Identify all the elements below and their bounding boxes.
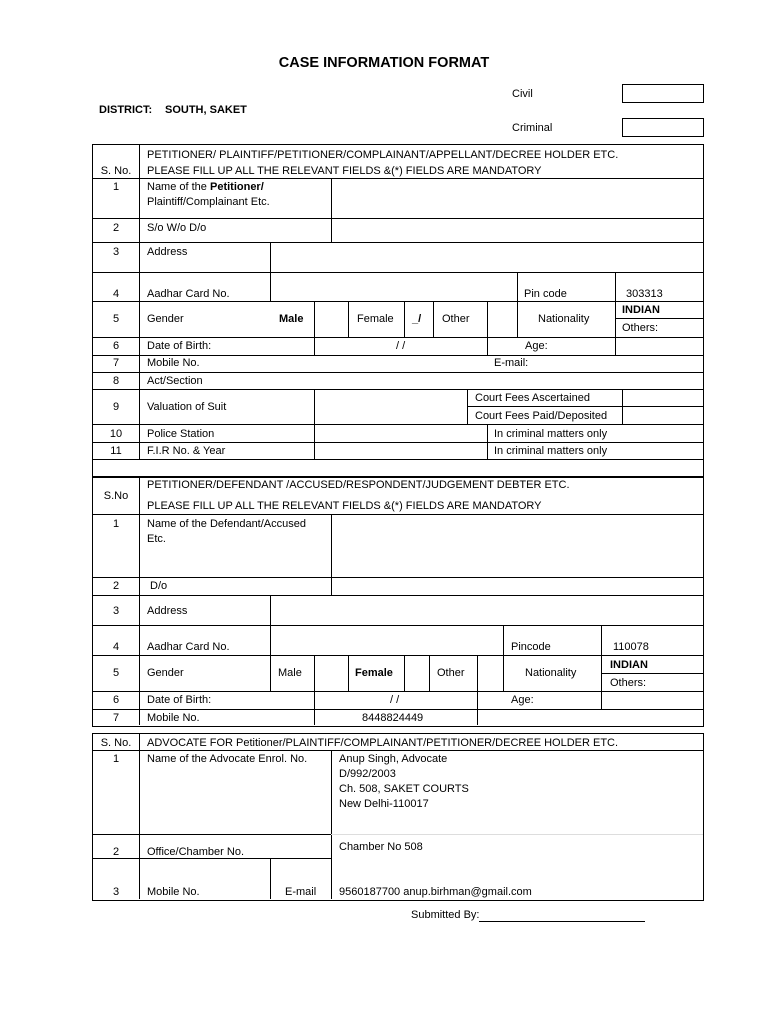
court-fees-paid-label: Court Fees Paid/Deposited	[475, 410, 608, 422]
advocate-enrol-value[interactable]: D/992/2003	[339, 768, 396, 780]
defendant-dob-field[interactable]: / /	[390, 694, 400, 706]
petitioner-parent-field[interactable]	[332, 219, 702, 242]
nationality-value[interactable]: INDIAN	[610, 659, 648, 671]
defendant-sno-header: S.No	[103, 490, 129, 502]
defendant-parent-label: D/o	[150, 580, 168, 592]
petitioner-gender-label: Gender	[147, 313, 184, 325]
nationality-others-label: Others:	[622, 322, 659, 334]
petitioner-dob-label: Date of Birth:	[147, 340, 212, 352]
defendant-name-label-cont: Etc.	[147, 533, 166, 545]
row-number: 2	[112, 580, 120, 592]
defendant-aadhar-label: Aadhar Card No.	[147, 641, 230, 653]
row-number: 6	[112, 340, 120, 352]
row-number: 7	[112, 712, 120, 724]
defendant-pin-label: Pincode	[511, 641, 551, 653]
defendant-mobile-label: Mobile No.	[147, 712, 200, 724]
criminal-note: In criminal matters only	[494, 445, 608, 457]
petitioner-police-label: Police Station	[147, 428, 215, 440]
petitioner-pin-value[interactable]: 303313	[626, 288, 663, 300]
defendant-name-field[interactable]	[332, 515, 702, 577]
advocate-heading: ADVOCATE FOR Petitioner/PLAINTIFF/COMPLAINANT/PETITIONER/DECREE HOLDER ETC.	[147, 737, 619, 749]
petitioner-name-field[interactable]	[332, 179, 702, 218]
row-number: 1	[112, 518, 120, 530]
petitioner-valuation-label: Valuation of Suit	[147, 401, 227, 413]
row-number: 6	[112, 694, 120, 706]
petitioner-address-label: Address	[147, 246, 188, 258]
advocate-chamber-value[interactable]: Chamber No 508	[339, 841, 423, 853]
submitted-by-signature-line[interactable]	[479, 910, 645, 922]
nationality-label: Nationality	[525, 667, 577, 679]
defendant-address-field[interactable]	[271, 596, 702, 625]
defendant-instruction: PLEASE FILL UP ALL THE RELEVANT FIELDS &(*) FIELDS ARE MANDATORY	[147, 500, 542, 512]
row-number: 1	[112, 753, 120, 765]
defendant-name-label: Name of the Defendant/Accused	[147, 518, 306, 530]
gender-other-checkbox[interactable]	[488, 302, 517, 337]
nationality-label: Nationality	[538, 313, 590, 325]
criminal-note: In criminal matters only	[494, 428, 608, 440]
gender-male-label: Male	[279, 313, 304, 325]
row-number: 4	[112, 288, 120, 300]
petitioner-act-label: Act/Section	[147, 375, 203, 387]
defendant-age-label: Age:	[511, 694, 534, 706]
petitioner-pin-label: Pin code	[524, 288, 567, 300]
advocate-contact-value[interactable]: 9560187700 anup.birhman@gmail.com	[339, 886, 532, 898]
gender-female-label: Female	[355, 667, 393, 679]
district-value: SOUTH, SAKET	[165, 104, 247, 116]
gender-other-label: Other	[442, 313, 470, 325]
defendant-pin-value[interactable]: 110078	[613, 641, 649, 653]
advocate-name-value[interactable]: Anup Singh, Advocate	[339, 753, 448, 765]
advocate-address-line[interactable]: Ch. 508, SAKET COURTS	[339, 783, 469, 795]
district-label: DISTRICT:	[99, 104, 153, 116]
defendant-address-label: Address	[147, 605, 188, 617]
row-number: 3	[112, 605, 120, 617]
row-number: 9	[112, 401, 120, 413]
civil-label: Civil	[512, 88, 533, 100]
petitioner-mobile-label: Mobile No.	[147, 357, 200, 369]
row-number: 7	[112, 357, 120, 369]
petitioner-age-label: Age:	[525, 340, 548, 352]
petitioner-sno-header: S. No.	[100, 165, 132, 177]
row-number: 2	[112, 222, 120, 234]
submitted-by	[411, 908, 645, 922]
advocate-sno-header: S. No.	[100, 737, 132, 749]
gender-male-checkbox[interactable]	[315, 302, 348, 337]
petitioner-name-label-cont: Plaintiff/Complainant Etc.	[147, 196, 270, 208]
defendant-mobile-value[interactable]: 8448824449	[362, 712, 424, 724]
gender-female-checkbox[interactable]: _/	[412, 313, 422, 325]
gender-female-label: Female	[357, 313, 394, 325]
advocate-address-city[interactable]: New Delhi-110017	[339, 798, 429, 810]
petitioner-instruction: PLEASE FILL UP ALL THE RELEVANT FIELDS &(*) FIELDS ARE MANDATORY	[147, 165, 542, 177]
row-number: 1	[112, 181, 120, 193]
petitioner-aadhar-label: Aadhar Card No.	[147, 288, 230, 300]
row-number: 3	[112, 246, 120, 258]
row-number: 4	[112, 641, 120, 653]
petitioner-name-label: Name of the Petitioner/	[147, 181, 264, 193]
criminal-checkbox[interactable]	[622, 118, 704, 137]
gender-male-label: Male	[278, 667, 302, 679]
gender-other-label: Other	[437, 667, 465, 679]
criminal-label: Criminal	[512, 122, 553, 134]
petitioner-dob-field[interactable]: / /	[396, 340, 406, 352]
submitted-by-label: Submitted By:	[411, 909, 480, 921]
petitioner-address-field[interactable]	[271, 243, 702, 272]
advocate-chamber-label: Office/Chamber No.	[147, 846, 245, 858]
advocate-name-label: Name of the Advocate Enrol. No.	[147, 753, 308, 765]
row-number: 11	[110, 445, 122, 457]
petitioner-fir-label: F.I.R No. & Year	[147, 445, 226, 457]
row-number: 3	[112, 886, 120, 898]
defendant-heading: PETITIONER/DEFENDANT /ACCUSED/RESPONDENT/JUDGEMENT DEBTER ETC.	[147, 479, 570, 491]
gender-female-checkbox[interactable]	[405, 656, 429, 691]
row-number: 8	[112, 375, 120, 387]
form-title: CASE INFORMATION FORMAT	[278, 55, 490, 71]
row-number: 5	[112, 667, 120, 679]
court-fees-ascertained-label: Court Fees Ascertained	[475, 392, 590, 404]
petitioner-heading: PETITIONER/ PLAINTIFF/PETITIONER/COMPLAINANT/APPELLANT/DECREE HOLDER ETC.	[147, 149, 619, 161]
defendant-gender-label: Gender	[147, 667, 184, 679]
nationality-others-label: Others:	[610, 677, 647, 689]
petitioner-parent-label: S/o W/o D/o	[147, 222, 207, 234]
petitioner-aadhar-field[interactable]	[271, 273, 517, 301]
advocate-mobile-label: Mobile No.	[147, 886, 200, 898]
gender-male-checkbox[interactable]	[315, 656, 348, 691]
row-number: 2	[112, 846, 120, 858]
nationality-value[interactable]: INDIAN	[622, 304, 660, 316]
petitioner-email-label: E-mail:	[494, 357, 529, 369]
row-number: 5	[112, 313, 120, 325]
advocate-email-label: E-mail	[285, 886, 317, 898]
civil-checkbox[interactable]	[622, 84, 704, 103]
gender-other-checkbox[interactable]	[478, 656, 503, 691]
row-number: 10	[109, 428, 123, 440]
defendant-dob-label: Date of Birth:	[147, 694, 212, 706]
